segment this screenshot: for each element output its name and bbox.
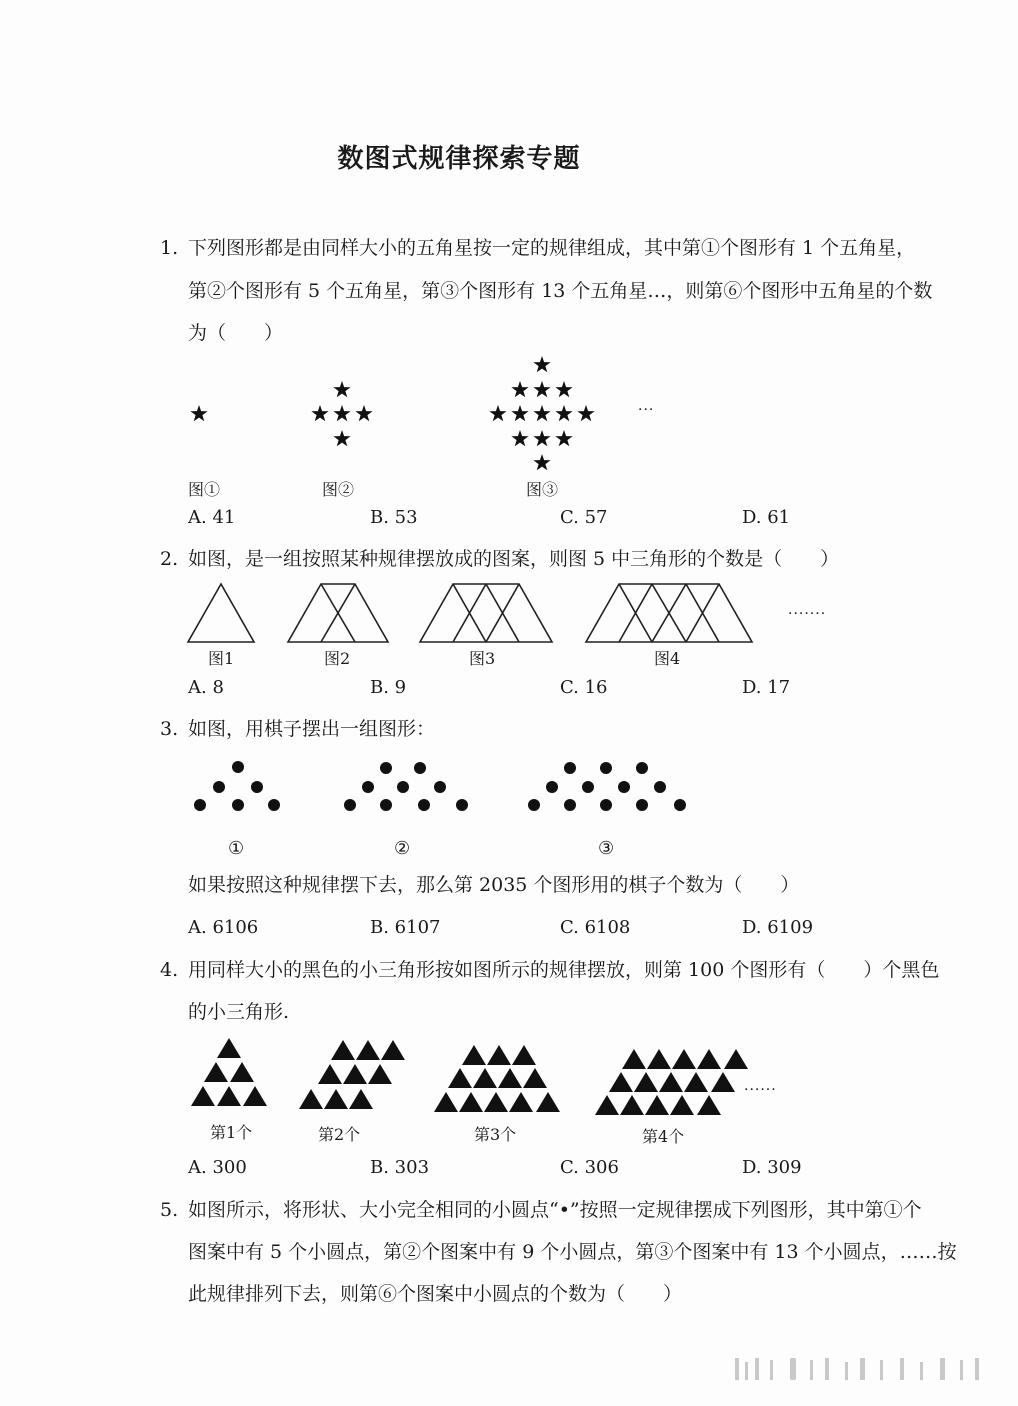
- q2-figures: [188, 584, 752, 642]
- q2-option-b: B. 9: [370, 677, 407, 698]
- q3-caption-1: ①: [228, 838, 245, 859]
- q3-figure-3: [528, 762, 686, 811]
- q2-ellipsis: ·······: [788, 606, 827, 622]
- q4-option-c: C. 306: [560, 1157, 619, 1178]
- q1-figure-3: [489, 356, 594, 470]
- q5-line-3: 此规律排列下去，则第⑥个图案中小圆点的个数为（ ）: [188, 1283, 683, 1305]
- q4-caption-1: 第1个: [210, 1123, 253, 1142]
- q4-line-1: 用同样大小的黑色的小三角形按如图所示的规律摆放，则第 100 个图形有（ ）个黑色: [188, 959, 940, 981]
- q3-option-b: B. 6107: [370, 917, 441, 938]
- q2-option-a: A. 8: [188, 677, 224, 698]
- q1-line-3: 为（ ）: [188, 322, 284, 344]
- q4-figure-3: [434, 1045, 560, 1112]
- q5-line-2: 图案中有 5 个小圆点，第②个图案中有 9 个小圆点，第③个图案中有 13 个小圆点，……按: [188, 1241, 957, 1263]
- q1-line-1: 下列图形都是由同样大小的五角星按一定的规律组成，其中第①个图形有 1 个五角星，: [188, 237, 916, 259]
- q4-ellipsis: ······: [744, 1082, 777, 1098]
- q1-ellipsis: ···: [638, 402, 655, 418]
- q4-number: 4.: [160, 959, 179, 981]
- q2-figure-4: [586, 584, 752, 642]
- q1-caption-1: 图①: [188, 480, 221, 499]
- q3-caption-2: ②: [394, 838, 411, 859]
- q4-figure-4: [595, 1049, 748, 1115]
- q4-caption-4: 第4个: [642, 1127, 685, 1146]
- q1-option-c: C. 57: [560, 507, 608, 528]
- q5-line-1: 如图所示，将形状、大小完全相同的小圆点“•”按照一定规律摆成下列图形，其中第①个: [188, 1199, 922, 1221]
- q1-option-b: B. 53: [370, 507, 418, 528]
- q3-option-c: C. 6108: [560, 917, 631, 938]
- q2-caption-3: 图3: [469, 649, 496, 668]
- q4-figures: [191, 1038, 748, 1115]
- q2-figure-2: [288, 584, 388, 642]
- q1-caption-2: 图②: [322, 480, 355, 499]
- q5-number: 5.: [160, 1199, 179, 1221]
- q4-figure-2: [299, 1040, 405, 1109]
- q4-caption-3: 第3个: [474, 1125, 517, 1144]
- q3-figure-2: [344, 762, 468, 811]
- q2-caption-4: 图4: [654, 649, 681, 668]
- q1-caption-3: 图③: [526, 480, 559, 499]
- q3-option-a: A. 6106: [188, 917, 259, 938]
- q1-line-2: 第②个图形有 5 个五角星，第③个图形有 13 个五角星…，则第⑥个图形中五角星的个数: [188, 280, 933, 302]
- q4-caption-2: 第2个: [318, 1125, 361, 1144]
- q3-caption-3: ③: [598, 838, 615, 859]
- q4-figure-1: [191, 1038, 267, 1106]
- q1-number: 1.: [160, 237, 179, 259]
- q4-option-b: B. 303: [370, 1157, 430, 1178]
- q2-caption-2: 图2: [324, 649, 351, 668]
- q2-figure-1: [188, 584, 254, 642]
- q2-option-d: D. 17: [742, 677, 791, 698]
- q3-question-line: 如果按照这种规律摆下去，那么第 2035 个图形用的棋子个数为（ ）: [188, 874, 800, 896]
- q4-line-2: 的小三角形.: [188, 1001, 290, 1023]
- q1-option-d: D. 61: [742, 507, 791, 528]
- q2-caption-1: 图1: [208, 649, 235, 668]
- q3-number: 3.: [160, 718, 179, 740]
- q4-option-a: A. 300: [188, 1157, 247, 1178]
- q2-line-1: 如图，是一组按照某种规律摆放成的图案，则图 5 中三角形的个数是（ ）: [188, 548, 840, 570]
- q1-option-a: A. 41: [188, 507, 236, 528]
- q1-figure-1: [190, 405, 207, 421]
- q4-option-d: D. 309: [742, 1157, 802, 1178]
- q3-figure-1: [194, 761, 280, 811]
- q3-line-1: 如图，用棋子摆出一组图形：: [188, 718, 436, 740]
- q1-figure-2: [311, 381, 372, 446]
- q3-figures: [194, 761, 686, 811]
- watermark-graphic: [735, 1358, 979, 1380]
- q2-number: 2.: [160, 548, 179, 570]
- q2-figure-3: [420, 584, 552, 642]
- q2-option-c: C. 16: [560, 677, 608, 698]
- q3-option-d: D. 6109: [742, 917, 814, 938]
- page-title: 数图式规律探索专题: [337, 144, 581, 174]
